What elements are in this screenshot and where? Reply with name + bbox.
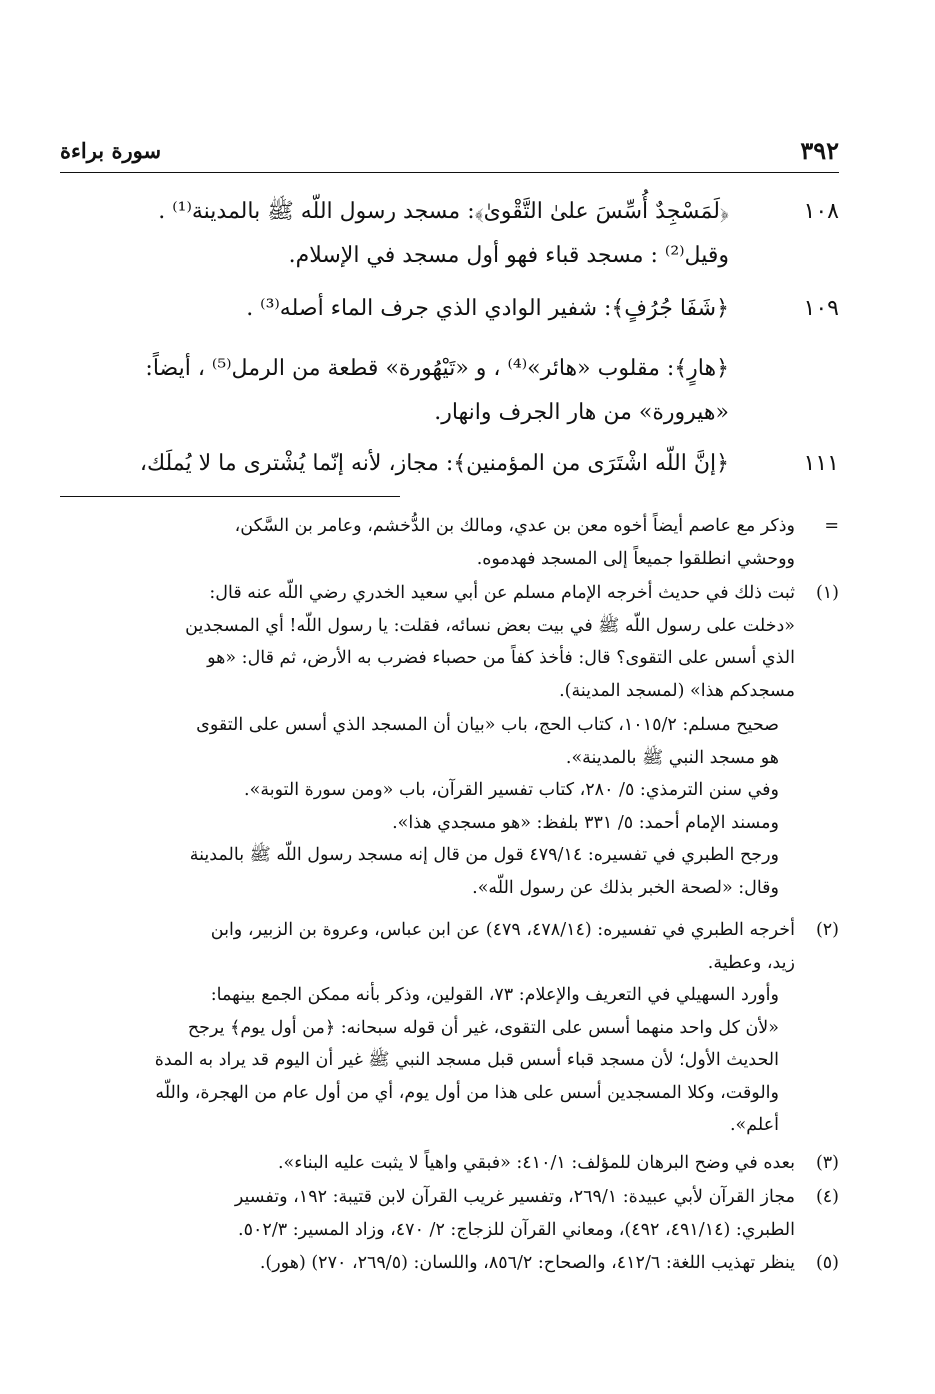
footnote-line: «لأن كل واحد منهما أسس على التقوى، غير أن قوله سبحانه: ﴿من أول يوم﴾ يرجح xyxy=(187,1017,779,1038)
footnote-line: ينظر تهذيب اللغة: ٤١٢/٦، والصحاح: ٨٥٦/٢، واللسان: (٢٦٩/٥، ٢٧٠) (هور). xyxy=(259,1253,795,1273)
footnote-4 xyxy=(60,1181,839,1246)
footnote-line: وقال: «لصحة الخبر بذلك عن رسول اللّه». xyxy=(472,877,779,898)
footnote-marker: (٢) xyxy=(815,920,839,940)
footnote-line: ومسند الإمام أحمد: ٥/ ٣٣١ بلفظ: «هو مسجدي هذا». xyxy=(392,812,779,833)
footnote-marker: (٤) xyxy=(815,1187,839,1207)
footnote-separator xyxy=(60,496,400,497)
verse-109-continued xyxy=(60,347,839,435)
footnote-marker: (١) xyxy=(815,583,839,603)
surah-title: سورة براءة xyxy=(60,138,162,163)
footnote-3 xyxy=(60,1147,839,1180)
verse-text xyxy=(60,347,729,435)
footnote-continued xyxy=(60,510,839,575)
footnote-line: مجاز القرآن لأبي عبيدة: ٢٦٩/١، وتفسير غريب القرآن لابن قتيبة: ١٩٢، وتفسير xyxy=(234,1187,795,1207)
footnote-line: الذي أسس على التقوى؟ قال: فأخذ كفاً من حصباء فضرب به الأرض، ثم قال: «هو xyxy=(207,648,795,668)
verse-108 xyxy=(60,190,839,278)
footnote-line: ثبت ذلك في حديث أخرجه الإمام مسلم عن أبي سعيد الخدري رضي اللّه عنه قال: xyxy=(209,583,795,603)
footnote-1 xyxy=(60,577,839,904)
verse-number: ١٠٩ xyxy=(803,296,839,321)
verse-line: ﴿إنَّ اللّه اشْتَرَى من المؤمنين﴾: مجاز، لأنه إنّما يُشْترى ما لا يُملَك، xyxy=(139,451,729,476)
verse-text xyxy=(60,442,729,486)
footnote-5 xyxy=(60,1247,839,1280)
footnote-line: والوقت، وكلا المسجدين أسس على هذا من أول يوم، أي من أول عام من الهجرة، واللّه xyxy=(155,1082,779,1103)
page-header xyxy=(60,136,839,173)
verse-line: ﴿لَمَسْجِدٌ أُسِّسَ علىٰ التَّقْوىٰ﴾: مسجد رسول اللّه ﷺ بالمدينة⁽¹⁾ . xyxy=(158,199,729,224)
verse-line: ﴿هارٍ﴾: مقلوب «هائر»⁽⁴⁾ ، و «تَيْهُورة» قطعة من الرمل⁽⁵⁾ ، أيضاً: xyxy=(145,356,729,381)
footnote-line: زيد، وعطية. xyxy=(707,952,795,973)
footnote-marker: (٥) xyxy=(815,1253,839,1273)
verse-line: ﴿شَفَا جُرُفٍ﴾: شفير الوادي الذي جرف الماء أصله⁽³⁾ . xyxy=(246,296,729,321)
continuation-mark: = xyxy=(824,516,839,536)
footnote-line: أعلم». xyxy=(729,1115,779,1135)
verse-111 xyxy=(60,442,839,486)
footnote-line: ووحشي انطلقوا جميعاً إلى المسجد فهدموه. xyxy=(476,548,795,569)
footnote-line: مسجدكم هذا» (لمسجد المدينة). xyxy=(559,680,795,701)
verse-line: وقيل⁽²⁾ : مسجد قباء فهو أول مسجد في الإسلام. xyxy=(288,243,729,268)
footnote-line: بعده في وضح البرهان للمؤلف: ٤١٠/١: «فبقي واهياً لا يثبت عليه البناء». xyxy=(277,1153,795,1173)
footnote-line: الطبري: (٤٩١/١٤، ٤٩٢)، ومعاني القرآن للزجاج: ٢/ ٤٧٠، وزاد المسير: ٥٠٢/٣. xyxy=(238,1219,795,1240)
footnote-marker: (٣) xyxy=(815,1153,839,1173)
verse-text xyxy=(60,190,729,278)
footnote-line: أخرجه الطبري في تفسيره: (٤٧٨/١٤، ٤٧٩) عن ابن عباس، وعروة بن الزبير، وابن xyxy=(210,920,795,940)
verse-number: ١١١ xyxy=(803,451,839,476)
footnote-line: وأورد السهيلي في التعريف والإعلام: ٧٣، القولين، وذكر بأنه ممكن الجمع بينهما: xyxy=(210,985,779,1005)
footnote-2 xyxy=(60,914,839,1142)
footnote-line: وفي سنن الترمذي: ٥/ ٢٨٠، كتاب تفسير القرآن، باب «ومن سورة التوبة». xyxy=(244,780,779,800)
verse-number: ١٠٨ xyxy=(803,199,839,224)
footnote-line: «دخلت على رسول اللّه ﷺ في بيت بعض نسائه، فقلت: يا رسول اللّه! أي المسجدين xyxy=(185,615,795,636)
verse-text xyxy=(60,287,729,331)
footnote-line: هو مسجد النبي ﷺ بالمدينة». xyxy=(565,747,779,768)
footnote-line: ورجح الطبري في تفسيره: ٤٧٩/١٤ قول من قال إنه مسجد رسول اللّه ﷺ بالمدينة xyxy=(189,845,779,865)
verse-line: «هيرورة» من هار الجرف وانهار. xyxy=(434,400,729,425)
page-number: ٣٩٢ xyxy=(800,136,839,165)
footnote-line: وذكر مع عاصم أيضاً أخوه معن بن عدي، ومالك بن الدُّخشم، وعامر بن السَّكن، xyxy=(234,516,795,536)
verse-109 xyxy=(60,287,839,331)
footnote-line: الحديث الأول؛ لأن مسجد قباء أسس قبل مسجد النبي ﷺ غير أن اليوم قد يراد به المدة xyxy=(154,1050,779,1070)
footnote-line: صحيح مسلم: ١٠١٥/٢، كتاب الحج، باب «بيان أن المسجد الذي أسس على التقوى xyxy=(196,715,779,735)
